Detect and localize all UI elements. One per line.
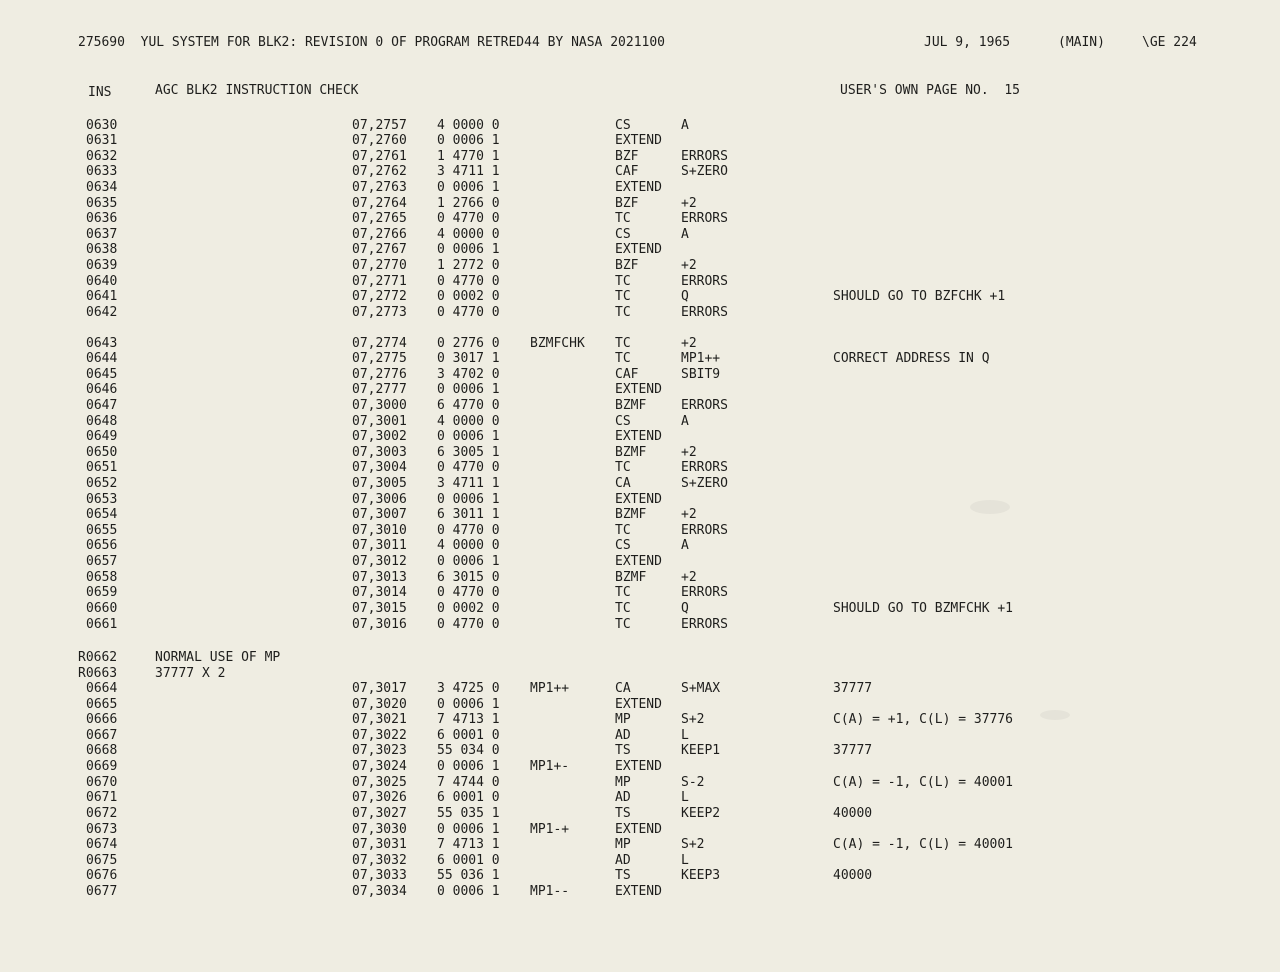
row-ins: 0645 <box>86 367 118 382</box>
section-label: NORMAL USE OF MP <box>155 650 281 665</box>
listing-row <box>0 351 1280 367</box>
listing-row <box>0 336 1280 352</box>
row-word: 7 4744 0 <box>437 775 500 790</box>
row-cmt: SHOULD GO TO BZMFCHK +1 <box>833 601 1014 616</box>
row-word: 4 0000 0 <box>437 414 500 429</box>
listing-row <box>0 289 1280 305</box>
row-addr: 07,2767 <box>352 242 407 257</box>
row-word: 6 4770 0 <box>437 398 500 413</box>
row-ins: 0641 <box>86 289 118 304</box>
listing-row <box>0 523 1280 539</box>
row-arg: +2 <box>681 570 697 585</box>
row-ins: 0639 <box>86 258 118 273</box>
row-word: 0 0006 1 <box>437 884 500 899</box>
row-ins: 0668 <box>86 743 118 758</box>
row-word: 0 4770 0 <box>437 585 500 600</box>
row-ins: 0659 <box>86 585 118 600</box>
row-word: 0 0006 1 <box>437 429 500 444</box>
row-op: EXTEND <box>615 382 662 397</box>
row-op: CA <box>615 681 631 696</box>
listing-row <box>0 227 1280 243</box>
user-page-number: USER'S OWN PAGE NO. 15 <box>840 83 1021 98</box>
row-ins: 0667 <box>86 728 118 743</box>
row-word: 0 4770 0 <box>437 523 500 538</box>
row-op: AD <box>615 790 631 805</box>
row-ins: 0631 <box>86 133 118 148</box>
row-arg: Q <box>681 601 689 616</box>
row-op: CA <box>615 476 631 491</box>
row-ins: 0656 <box>86 538 118 553</box>
row-ins: 0664 <box>86 681 118 696</box>
row-word: 6 0001 0 <box>437 853 500 868</box>
listing-row <box>0 211 1280 227</box>
row-op: TC <box>615 617 631 632</box>
row-word: 0 4770 0 <box>437 460 500 475</box>
row-addr: 07,3004 <box>352 460 407 475</box>
row-cmt: SHOULD GO TO BZFCHK +1 <box>833 289 1006 304</box>
row-addr: 07,3014 <box>352 585 407 600</box>
row-word: 7 4713 1 <box>437 837 500 852</box>
listing-row <box>0 759 1280 775</box>
row-arg: S+ZERO <box>681 164 728 179</box>
row-arg: MP1++ <box>681 351 721 366</box>
section-row <box>0 650 1280 666</box>
row-addr: 07,2774 <box>352 336 407 351</box>
row-arg: ERRORS <box>681 211 728 226</box>
row-op: EXTEND <box>615 133 662 148</box>
listing-row <box>0 118 1280 134</box>
row-ins: 0675 <box>86 853 118 868</box>
row-addr: 07,2773 <box>352 305 407 320</box>
row-ins: 0676 <box>86 868 118 883</box>
row-addr: 07,3000 <box>352 398 407 413</box>
listing-row <box>0 681 1280 697</box>
row-word: 4 0000 0 <box>437 538 500 553</box>
row-word: 0 3017 1 <box>437 351 500 366</box>
row-word: 6 3015 0 <box>437 570 500 585</box>
row-word: 7 4713 1 <box>437 712 500 727</box>
row-op: TC <box>615 351 631 366</box>
row-addr: 07,3023 <box>352 743 407 758</box>
row-arg: ERRORS <box>681 149 728 164</box>
row-ins: 0653 <box>86 492 118 507</box>
row-addr: 07,2766 <box>352 227 407 242</box>
listing-row <box>0 743 1280 759</box>
row-addr: 07,2757 <box>352 118 407 133</box>
row-ins: 0650 <box>86 445 118 460</box>
listing-row <box>0 429 1280 445</box>
row-ins: 0655 <box>86 523 118 538</box>
row-ins: 0658 <box>86 570 118 585</box>
row-cmt: 37777 <box>833 681 873 696</box>
listing-row <box>0 133 1280 149</box>
row-ins: 0652 <box>86 476 118 491</box>
row-arg: A <box>681 227 689 242</box>
row-ins: 0666 <box>86 712 118 727</box>
row-addr: 07,2764 <box>352 196 407 211</box>
row-op: BZF <box>615 149 639 164</box>
row-arg: ERRORS <box>681 274 728 289</box>
row-word: 6 0001 0 <box>437 790 500 805</box>
row-addr: 07,3033 <box>352 868 407 883</box>
listing-row <box>0 585 1280 601</box>
row-op: EXTEND <box>615 697 662 712</box>
listing-row <box>0 196 1280 212</box>
row-word: 3 4725 0 <box>437 681 500 696</box>
row-word: 55 034 0 <box>437 743 500 758</box>
row-addr: 07,3016 <box>352 617 407 632</box>
listing-row <box>0 570 1280 586</box>
row-ins: 0637 <box>86 227 118 242</box>
listing-row <box>0 492 1280 508</box>
row-addr: 07,2772 <box>352 289 407 304</box>
section-ins: R0662 <box>78 650 118 665</box>
row-word: 3 4711 1 <box>437 476 500 491</box>
row-arg: S+ZERO <box>681 476 728 491</box>
listing-row <box>0 180 1280 196</box>
row-addr: 07,3024 <box>352 759 407 774</box>
row-op: BZMF <box>615 507 647 522</box>
listing-row <box>0 837 1280 853</box>
row-addr: 07,3007 <box>352 507 407 522</box>
row-op: EXTEND <box>615 884 662 899</box>
row-word: 0 0006 1 <box>437 382 500 397</box>
row-op: TC <box>615 585 631 600</box>
row-word: 0 4770 0 <box>437 274 500 289</box>
row-word: 4 0000 0 <box>437 118 500 133</box>
listing-row <box>0 274 1280 290</box>
row-word: 0 4770 0 <box>437 305 500 320</box>
row-addr: 07,3021 <box>352 712 407 727</box>
section-row <box>0 666 1280 682</box>
row-word: 55 035 1 <box>437 806 500 821</box>
row-word: 6 3005 1 <box>437 445 500 460</box>
row-ins: 0651 <box>86 460 118 475</box>
row-op: TC <box>615 523 631 538</box>
row-arg: KEEP2 <box>681 806 721 821</box>
row-arg: Q <box>681 289 689 304</box>
row-ins: 0643 <box>86 336 118 351</box>
row-addr: 07,2775 <box>352 351 407 366</box>
row-op: AD <box>615 853 631 868</box>
row-arg: ERRORS <box>681 398 728 413</box>
row-addr: 07,3015 <box>352 601 407 616</box>
row-ins: 0642 <box>86 305 118 320</box>
listing-row <box>0 242 1280 258</box>
row-word: 0 0006 1 <box>437 180 500 195</box>
row-cmt: C(A) = -1, C(L) = 40001 <box>833 837 1014 852</box>
listing-title: AGC BLK2 INSTRUCTION CHECK <box>155 83 359 98</box>
row-addr: 07,2761 <box>352 149 407 164</box>
header-page: \GE 224 <box>1142 35 1197 50</box>
row-op: TC <box>615 601 631 616</box>
row-op: TS <box>615 743 631 758</box>
row-op: BZMF <box>615 398 647 413</box>
listing-row <box>0 398 1280 414</box>
listing-row <box>0 258 1280 274</box>
row-ins: 0638 <box>86 242 118 257</box>
row-op: EXTEND <box>615 492 662 507</box>
row-word: 0 0006 1 <box>437 822 500 837</box>
row-addr: 07,2771 <box>352 274 407 289</box>
header-main: (MAIN) <box>1058 35 1105 50</box>
listing-row <box>0 617 1280 633</box>
row-arg: ERRORS <box>681 523 728 538</box>
row-cmt: 40000 <box>833 868 873 883</box>
listing-row <box>0 728 1280 744</box>
row-addr: 07,2770 <box>352 258 407 273</box>
listing-row <box>0 822 1280 838</box>
row-arg: +2 <box>681 258 697 273</box>
listing-row <box>0 507 1280 523</box>
row-ins: 0630 <box>86 118 118 133</box>
row-ins: 0674 <box>86 837 118 852</box>
row-addr: 07,2776 <box>352 367 407 382</box>
row-arg: S-2 <box>681 775 705 790</box>
row-ins: 0665 <box>86 697 118 712</box>
row-op: TS <box>615 868 631 883</box>
row-cmt: CORRECT ADDRESS IN Q <box>833 351 990 366</box>
row-tag: MP1++ <box>530 681 570 696</box>
row-addr: 07,3027 <box>352 806 407 821</box>
row-word: 55 036 1 <box>437 868 500 883</box>
row-op: TC <box>615 460 631 475</box>
listing-row <box>0 775 1280 791</box>
listing-row <box>0 538 1280 554</box>
row-addr: 07,3022 <box>352 728 407 743</box>
row-word: 1 4770 1 <box>437 149 500 164</box>
row-word: 0 0006 1 <box>437 492 500 507</box>
row-addr: 07,3034 <box>352 884 407 899</box>
row-cmt: 37777 <box>833 743 873 758</box>
row-arg: S+2 <box>681 712 705 727</box>
row-cmt: C(A) = -1, C(L) = 40001 <box>833 775 1014 790</box>
section-ins: R0663 <box>78 666 118 681</box>
section-label: 37777 X 2 <box>155 666 226 681</box>
listing-row <box>0 367 1280 383</box>
listing-row <box>0 697 1280 713</box>
row-op: BZMF <box>615 570 647 585</box>
row-addr: 07,3001 <box>352 414 407 429</box>
row-addr: 07,3031 <box>352 837 407 852</box>
row-addr: 07,3020 <box>352 697 407 712</box>
row-addr: 07,2777 <box>352 382 407 397</box>
row-cmt: 40000 <box>833 806 873 821</box>
row-arg: L <box>681 790 689 805</box>
row-op: TC <box>615 211 631 226</box>
listing-row <box>0 806 1280 822</box>
row-ins: 0671 <box>86 790 118 805</box>
row-word: 3 4711 1 <box>437 164 500 179</box>
row-word: 6 0001 0 <box>437 728 500 743</box>
row-arg: KEEP3 <box>681 868 721 883</box>
row-ins: 0648 <box>86 414 118 429</box>
row-arg: KEEP1 <box>681 743 721 758</box>
row-op: BZMF <box>615 445 647 460</box>
row-arg: +2 <box>681 507 697 522</box>
row-arg: +2 <box>681 445 697 460</box>
row-ins: 0633 <box>86 164 118 179</box>
row-ins: 0669 <box>86 759 118 774</box>
row-arg: S+MAX <box>681 681 721 696</box>
paper-smudge <box>970 500 1010 514</box>
row-addr: 07,3013 <box>352 570 407 585</box>
row-arg: L <box>681 853 689 868</box>
row-tag: MP1+- <box>530 759 570 774</box>
row-addr: 07,3002 <box>352 429 407 444</box>
row-ins: 0654 <box>86 507 118 522</box>
row-op: CS <box>615 118 631 133</box>
row-op: TC <box>615 289 631 304</box>
row-ins: 0640 <box>86 274 118 289</box>
row-arg: ERRORS <box>681 585 728 600</box>
row-tag: BZMFCHK <box>530 336 585 351</box>
row-ins: 0634 <box>86 180 118 195</box>
listing-row <box>0 884 1280 900</box>
row-addr: 07,3032 <box>352 853 407 868</box>
row-word: 0 0006 1 <box>437 759 500 774</box>
row-ins: 0646 <box>86 382 118 397</box>
listing-row <box>0 476 1280 492</box>
listing-row <box>0 164 1280 180</box>
row-addr: 07,3026 <box>352 790 407 805</box>
row-ins: 0632 <box>86 149 118 164</box>
row-op: TS <box>615 806 631 821</box>
row-ins: 0660 <box>86 601 118 616</box>
row-ins: 0661 <box>86 617 118 632</box>
row-word: 3 4702 0 <box>437 367 500 382</box>
row-arg: ERRORS <box>681 305 728 320</box>
row-op: CS <box>615 227 631 242</box>
row-addr: 07,3005 <box>352 476 407 491</box>
row-addr: 07,3011 <box>352 538 407 553</box>
row-op: CS <box>615 414 631 429</box>
row-arg: S+2 <box>681 837 705 852</box>
row-arg: +2 <box>681 336 697 351</box>
row-arg: ERRORS <box>681 617 728 632</box>
row-ins: 0673 <box>86 822 118 837</box>
row-op: MP <box>615 775 631 790</box>
row-word: 0 2776 0 <box>437 336 500 351</box>
row-op: EXTEND <box>615 180 662 195</box>
row-op: EXTEND <box>615 554 662 569</box>
row-ins: 0647 <box>86 398 118 413</box>
row-op: TC <box>615 305 631 320</box>
listing-row <box>0 149 1280 165</box>
row-addr: 07,2763 <box>352 180 407 195</box>
row-word: 0 0002 0 <box>437 289 500 304</box>
paper-smudge <box>1040 710 1070 720</box>
listing-row <box>0 460 1280 476</box>
row-arg: SBIT9 <box>681 367 721 382</box>
row-op: TC <box>615 274 631 289</box>
row-addr: 07,3003 <box>352 445 407 460</box>
row-addr: 07,3030 <box>352 822 407 837</box>
row-addr: 07,3012 <box>352 554 407 569</box>
row-word: 0 4770 0 <box>437 617 500 632</box>
listing-row <box>0 868 1280 884</box>
column-ins-heading: INS <box>88 85 112 100</box>
row-op: CAF <box>615 164 639 179</box>
row-ins: 0670 <box>86 775 118 790</box>
row-ins: 0657 <box>86 554 118 569</box>
listing-row <box>0 305 1280 321</box>
row-ins: 0649 <box>86 429 118 444</box>
listing-row <box>0 853 1280 869</box>
listing-row <box>0 414 1280 430</box>
row-op: MP <box>615 712 631 727</box>
row-ins: 0644 <box>86 351 118 366</box>
row-cmt: C(A) = +1, C(L) = 37776 <box>833 712 1014 727</box>
row-word: 0 0006 1 <box>437 242 500 257</box>
row-addr: 07,2762 <box>352 164 407 179</box>
listing-row <box>0 601 1280 617</box>
row-addr: 07,3017 <box>352 681 407 696</box>
row-word: 0 0006 1 <box>437 133 500 148</box>
row-addr: 07,3025 <box>352 775 407 790</box>
row-word: 0 0006 1 <box>437 554 500 569</box>
row-word: 0 0002 0 <box>437 601 500 616</box>
row-addr: 07,2765 <box>352 211 407 226</box>
row-arg: A <box>681 414 689 429</box>
listing-row <box>0 712 1280 728</box>
listing-row <box>0 382 1280 398</box>
row-addr: 07,3010 <box>352 523 407 538</box>
row-ins: 0677 <box>86 884 118 899</box>
row-arg: L <box>681 728 689 743</box>
row-op: EXTEND <box>615 429 662 444</box>
row-tag: MP1-+ <box>530 822 570 837</box>
header-title: 275690 YUL SYSTEM FOR BLK2: REVISION 0 OF PROGRAM RETRED44 BY NASA 2021100 <box>78 35 665 50</box>
row-op: EXTEND <box>615 759 662 774</box>
row-word: 1 2766 0 <box>437 196 500 211</box>
row-word: 1 2772 0 <box>437 258 500 273</box>
listing-row <box>0 790 1280 806</box>
row-addr: 07,2760 <box>352 133 407 148</box>
row-tag: MP1-- <box>530 884 570 899</box>
listing-row <box>0 554 1280 570</box>
row-arg: A <box>681 538 689 553</box>
row-op: CAF <box>615 367 639 382</box>
row-addr: 07,3006 <box>352 492 407 507</box>
row-word: 6 3011 1 <box>437 507 500 522</box>
row-op: MP <box>615 837 631 852</box>
row-op: EXTEND <box>615 242 662 257</box>
row-word: 0 4770 0 <box>437 211 500 226</box>
row-op: CS <box>615 538 631 553</box>
row-op: EXTEND <box>615 822 662 837</box>
row-op: BZF <box>615 258 639 273</box>
row-op: AD <box>615 728 631 743</box>
listing-row <box>0 445 1280 461</box>
row-ins: 0672 <box>86 806 118 821</box>
row-arg: A <box>681 118 689 133</box>
row-op: TC <box>615 336 631 351</box>
row-ins: 0635 <box>86 196 118 211</box>
row-arg: ERRORS <box>681 460 728 475</box>
row-op: BZF <box>615 196 639 211</box>
row-arg: +2 <box>681 196 697 211</box>
row-word: 0 0006 1 <box>437 697 500 712</box>
header-date: JUL 9, 1965 <box>924 35 1011 50</box>
row-ins: 0636 <box>86 211 118 226</box>
row-word: 4 0000 0 <box>437 227 500 242</box>
